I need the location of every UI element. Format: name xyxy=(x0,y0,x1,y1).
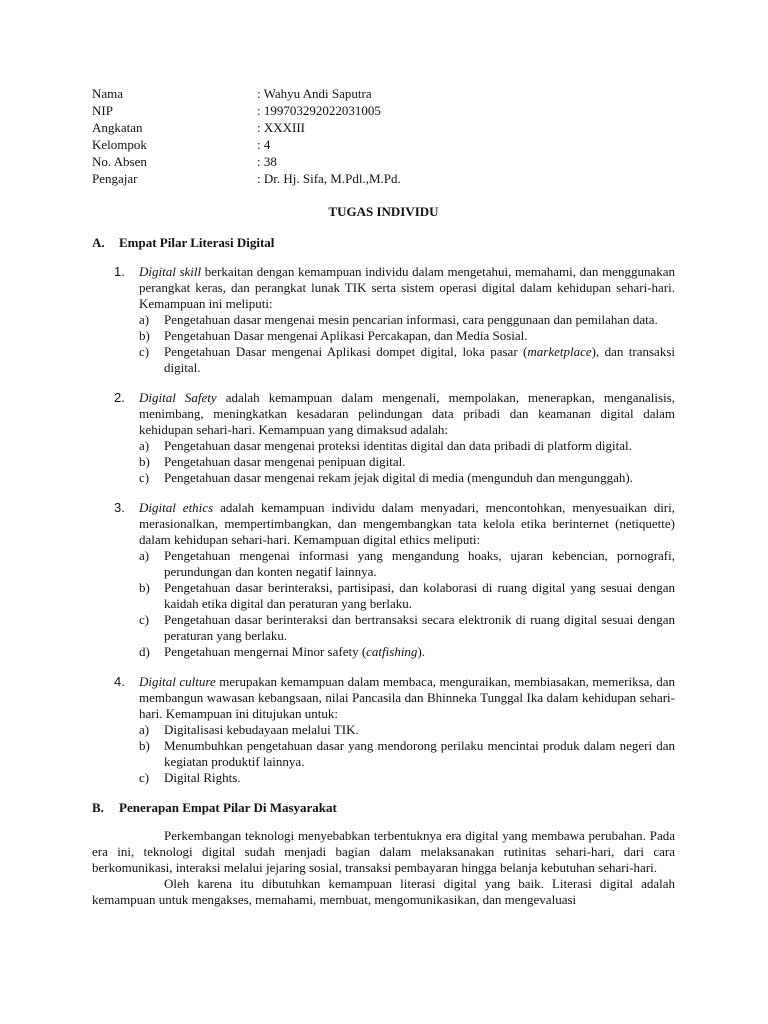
info-label: Pengajar xyxy=(92,171,138,186)
info-value: : XXXIII xyxy=(257,120,306,135)
list-item xyxy=(114,674,675,786)
sub-item xyxy=(139,438,675,454)
item-number: 4. xyxy=(114,674,125,689)
sub-item-text: Pengetahuan Dasar mengenai Aplikasi dompet digital, loka pasar (marketplace), dan transaksi digital. xyxy=(164,344,675,375)
sub-item xyxy=(139,644,675,660)
sub-item-letter: c) xyxy=(139,470,150,485)
sub-item-text: Pengetahuan dasar mengenai penipuan digital. xyxy=(164,454,406,469)
italic-term: marketplace xyxy=(527,344,592,359)
sub-item-letter: c) xyxy=(139,344,150,359)
sub-item-letter: b) xyxy=(139,454,150,469)
section-letter: B. xyxy=(92,800,104,815)
sub-item-text: Pengetahuan Dasar mengenai Aplikasi Percakapan, dan Media Sosial. xyxy=(164,328,528,343)
info-value: : 4 xyxy=(257,137,271,152)
info-row-kelompok xyxy=(92,137,675,154)
info-label: No. Absen xyxy=(92,154,147,169)
section-title: Empat Pilar Literasi Digital xyxy=(119,235,275,250)
sub-item-text: Pengetahuan dasar mengenai proteksi identitas digital dan data pribadi di platform digital. xyxy=(164,438,632,453)
sub-item-text: Pengetahuan dasar mengenai mesin pencarian informasi, cara penggunaan dan pemilahan data. xyxy=(164,312,658,327)
sub-item-text: Digitalisasi kebudayaan melalui TIK. xyxy=(164,722,359,737)
sub-item xyxy=(139,612,675,644)
section-letter: A. xyxy=(92,235,105,250)
sub-item xyxy=(139,470,675,486)
sub-item xyxy=(139,738,675,770)
paragraph: Perkembangan teknologi menyebabkan terbentuknya era digital yang membawa perubahan. Pada era ini, teknologi digital sudah menjadi bagian dalam melaksanakan rutinitas sehari-hari, dari cara berkomunikasi, interaksi melalui jejaring sosial, transaksi pembayaran hingga belanja kebutuhan sehari-hari. xyxy=(92,828,675,875)
info-label: Kelompok xyxy=(92,137,147,152)
list-item xyxy=(114,264,675,376)
item-term: Digital ethics xyxy=(139,500,214,515)
item-body xyxy=(139,264,675,376)
item-body xyxy=(139,390,675,486)
item-term: Digital skill xyxy=(139,264,202,279)
item-term: Digital Safety xyxy=(139,390,217,405)
sub-item-letter: c) xyxy=(139,612,150,627)
italic-term: catfishing xyxy=(366,644,418,659)
sub-item-text: Digital Rights. xyxy=(164,770,241,785)
sub-item-text: Pengetahuan dasar mengenai rekam jejak digital di media (mengunduh dan mengunggah). xyxy=(164,470,633,485)
item-description xyxy=(139,500,675,548)
info-row-nip xyxy=(92,103,675,120)
info-label: NIP xyxy=(92,103,113,118)
sub-item xyxy=(139,548,675,580)
item-text: merupakan kemampuan dalam membaca, menguraikan, membiasakan, memeriksa, dan membangun wawasan kebangsaan, nilai Pancasila dan Bhinneka Tunggal Ika dalam kehidupan sehari-hari. Kemampuan ini ditujukan untuk: xyxy=(139,674,675,721)
sub-item-letter: b) xyxy=(139,328,150,343)
sub-item xyxy=(139,454,675,470)
item-text: adalah kemampuan individu dalam menyadari, mencontohkan, menyesuaikan diri, merasionalkan, mempertimbangkan, dan mengembangkan tata kelola etika berinternet (netiquette) dalam kehidupan sehari-hari. Kemampuan digital ethics meliputi: xyxy=(139,500,675,547)
item-body xyxy=(139,674,675,786)
info-label: Nama xyxy=(92,86,124,101)
identity-block xyxy=(92,86,675,188)
item-description xyxy=(139,264,675,312)
sub-item xyxy=(139,580,675,612)
info-row-pengajar xyxy=(92,171,675,188)
info-label: Angkatan xyxy=(92,120,143,135)
info-row-no-absen xyxy=(92,154,675,171)
section-b-body xyxy=(92,828,675,908)
sub-item-letter: a) xyxy=(139,438,150,453)
section-a-heading xyxy=(92,235,675,251)
sub-item-letter: c) xyxy=(139,770,150,785)
sub-item xyxy=(139,344,675,376)
item-text: adalah kemampuan dalam mengenali, mempolakan, menerapkan, menganalisis, menimbang, meningkatkan kesadaran pelindungan data pribadi dan keamanan digital dalam kehidupan sehari-hari. Kemampuan yang dimaksud adalah: xyxy=(139,390,675,437)
sub-item xyxy=(139,328,675,344)
sub-item-letter: a) xyxy=(139,312,150,327)
sub-item-letter: a) xyxy=(139,548,150,563)
item-number: 2. xyxy=(114,390,125,405)
info-row-nama xyxy=(92,86,675,103)
item-number: 1. xyxy=(114,264,125,279)
info-value: : Wahyu Andi Saputra xyxy=(257,86,372,101)
info-row-angkatan xyxy=(92,120,675,137)
numbered-list xyxy=(92,264,675,786)
sub-item xyxy=(139,722,675,738)
item-text: berkaitan dengan kemampuan individu dalam mengetahui, memahami, dan menggunakan perangkat keras, dan perangkat lunak TIK serta sistem operasi digital dalam kehidupan sehari-hari. Kemampuan ini meliputi: xyxy=(139,264,675,311)
sub-item-text: Menumbuhkan pengetahuan dasar yang mendorong perilaku mencintai produk dalam negeri dan kegiatan produktif lainnya. xyxy=(164,738,675,769)
sub-item-letter: d) xyxy=(139,644,150,659)
list-item xyxy=(114,500,675,660)
sub-item-letter: b) xyxy=(139,580,150,595)
sub-item xyxy=(139,770,675,786)
item-number: 3. xyxy=(114,500,125,515)
info-value: : 38 xyxy=(257,154,277,169)
sub-item-text: Pengetahuan dasar berinteraksi dan bertransaksi secara elektronik di ruang digital sesuai dengan peraturan yang berlaku. xyxy=(164,612,675,643)
paragraph: Oleh karena itu dibutuhkan kemampuan literasi digital yang baik. Literasi digital adalah kemampuan untuk mengakses, memahami, membuat, mengomunikasikan, dan mengevaluasi xyxy=(92,876,675,907)
info-value: : Dr. Hj. Sifa, M.Pdl.,M.Pd. xyxy=(257,171,401,186)
section-title: Penerapan Empat Pilar Di Masyarakat xyxy=(119,800,337,815)
section-b-heading xyxy=(92,800,675,816)
sub-item-letter: a) xyxy=(139,722,150,737)
sub-item-letter: b) xyxy=(139,738,150,753)
sub-item-text: Pengetahuan mengernai Minor safety (catfishing). xyxy=(164,644,426,659)
sub-item-text: Pengetahuan dasar berinteraksi, partisipasi, dan kolaborasi di ruang digital yang sesuai dengan kaidah etika digital dan peraturan yang berlaku. xyxy=(164,580,675,611)
item-description xyxy=(139,674,675,722)
document-page xyxy=(92,86,675,908)
item-term: Digital culture xyxy=(139,674,216,689)
sub-item-text: Pengetahuan mengenai informasi yang mengandung hoaks, ujaran kebencian, pornografi, perundungan dan konten negatif lainnya. xyxy=(164,548,675,579)
item-body xyxy=(139,500,675,660)
sub-item xyxy=(139,312,675,328)
item-description xyxy=(139,390,675,438)
document-title: TUGAS INDIVIDU xyxy=(328,204,439,219)
list-item xyxy=(114,390,675,486)
info-value: : 199703292022031005 xyxy=(257,103,381,118)
